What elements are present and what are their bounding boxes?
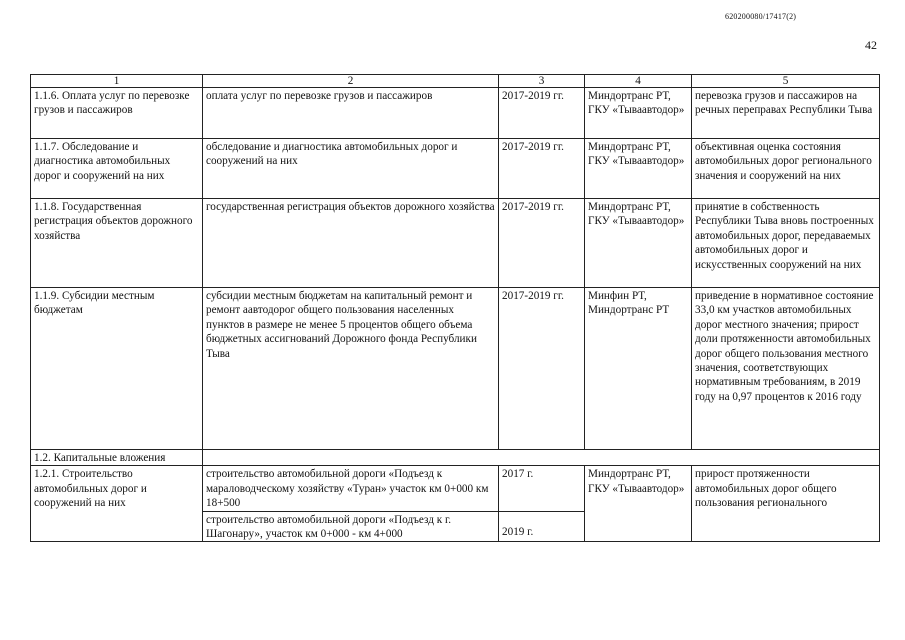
column-number-4: 4 (585, 75, 692, 88)
row-activity-cell: строительство автомобильной дороги «Подъезд к мараловодческому хозяйству «Туран» участок км 0+000 км 18+500 (203, 466, 499, 511)
row-result-cell: перевозка грузов и пассажиров на речных переправах Республики Тыва (692, 88, 880, 139)
row-executor-cell: Минфин РТ, Миндортранс РТ (585, 288, 692, 450)
row-period-cell (499, 511, 585, 542)
row-period-cell: 2017-2019 гг. (499, 288, 585, 450)
row-executor-cell: Миндортранс РТ, ГКУ «Тываавтодор» (585, 466, 692, 542)
row-executor-cell: Миндортранс РТ, ГКУ «Тываавтодор» (585, 139, 692, 199)
document-id: 620200080/17417(2) (725, 12, 797, 21)
row-executor-cell: Миндортранс РТ, ГКУ «Тываавтодор» (585, 199, 692, 288)
row-period-cell: 2017-2019 гг. (499, 199, 585, 288)
row-activity-cell: оплата услуг по перевозке грузов и пассажиров (203, 88, 499, 139)
row-result-cell: принятие в собственность Республики Тыва вновь построенных автомобильных дорог, передаваемых автомобильных дорог и искусственных сооружений на них (692, 199, 880, 288)
row-name-cell: 1.1.7. Обследование и диагностика автомобильных дорог и сооружений на них (31, 139, 203, 199)
row-activity-cell: субсидии местным бюджетам на капитальный ремонт и ремонт аавтодорог общего пользования населенных пунктов в размере не менее 5 процентов общего объема бюджетных ассигнований Дорожного фонда Республики Тыва (203, 288, 499, 450)
row-result-cell: прирост протяженности автомобильных дорог общего пользования регионального (692, 466, 880, 542)
row-period-cell: 2017 г. (499, 466, 585, 511)
row-name-cell: 1.1.8. Государственная регистрация объектов дорожного хозяйства (31, 199, 203, 288)
row-executor-cell: Миндортранс РТ, ГКУ «Тываавтодор» (585, 88, 692, 139)
table-row (31, 139, 880, 199)
row-name-cell: 1.1.6. Оплата услуг по перевозке грузов и пассажиров (31, 88, 203, 139)
column-number-5: 5 (692, 75, 880, 88)
row-period-cell: 2017-2019 гг. (499, 139, 585, 199)
section-empty-cell (203, 450, 880, 466)
row-name-cell: 1.1.9. Субсидии местным бюджетам (31, 288, 203, 450)
table-row (31, 199, 880, 288)
row-name-cell: 1.2.1. Строительство автомобильных дорог и сооружений на них (31, 466, 203, 542)
column-number-1: 1 (31, 75, 203, 88)
program-table (30, 74, 880, 542)
table-row (31, 466, 880, 511)
row-activity-cell: обследование и диагностика автомобильных дорог и сооружений на них (203, 139, 499, 199)
column-number-row (31, 75, 880, 88)
row-result-cell: приведение в нормативное состояние 33,0 км участков автомобильных дорог местного значения; прирост доли протяженности автомобильных дорог общего пользования местного значения, соответствующих нормативным требованиям, в 2019 году на 0,97 процентов к 2016 году (692, 288, 880, 450)
column-number-2: 2 (203, 75, 499, 88)
table-row (31, 88, 880, 139)
table-row (31, 288, 880, 450)
section-title: 1.2. Капитальные вложения (31, 450, 203, 466)
row-activity-cell: строительство автомобильной дороги «Подъезд к г. Шагонару», участок км 0+000 - км 4+000 (203, 511, 499, 542)
row-result-cell: объективная оценка состояния автомобильных дорог регионального значения и сооружений на них (692, 139, 880, 199)
page-number: 42 (865, 38, 877, 52)
row-period-cell: 2017-2019 гг. (499, 88, 585, 139)
row-activity-cell: государственная регистрация объектов дорожного хозяйства (203, 199, 499, 288)
column-number-3: 3 (499, 75, 585, 88)
period-text: 2019 г. (502, 525, 534, 538)
section-row (31, 450, 880, 466)
